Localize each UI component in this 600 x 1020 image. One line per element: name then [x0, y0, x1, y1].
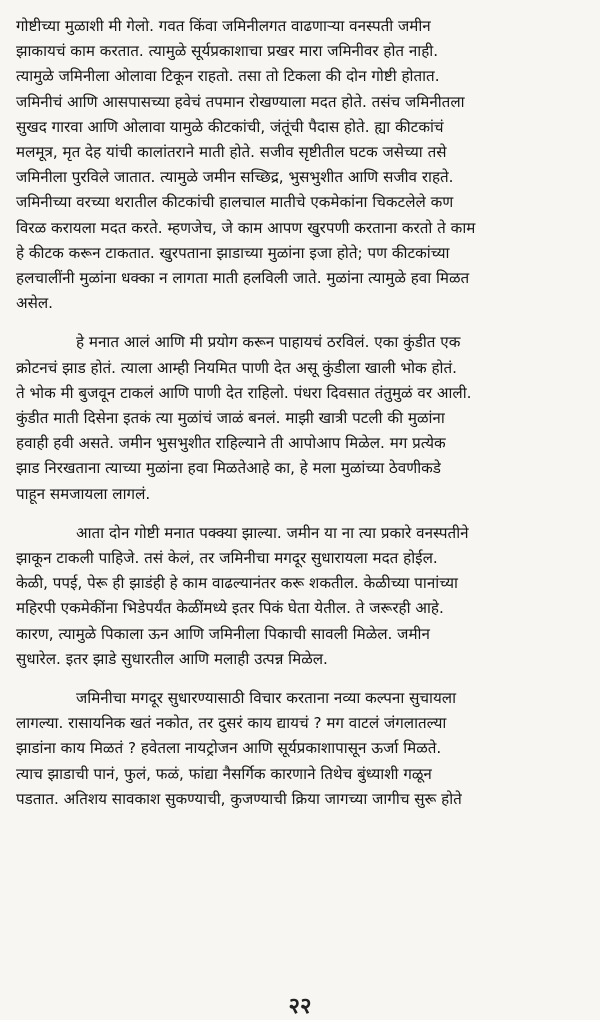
text-line: जमिनीचा मगदूर सुधारण्यासाठी विचार करताना नव्या कल्पना सुचायला [76, 689, 457, 708]
text-line: त्यामुळे जमिनीला ओलावा टिकून राहतो. तसा तो टिकला की दोन गोष्टी होतात. [16, 67, 440, 86]
text-line: जमिनीचं आणि आसपासच्या हवेचं तपमान रोखण्याला मदत होते. तसंच जमिनीतला [16, 92, 465, 111]
text-line: सुखद गारवा आणि ओलावा यामुळे कीटकांची, जंतूंची पैदास होते. ह्या कीटकांचं [16, 117, 444, 136]
text-line: हे कीटक करून टाकतात. खुरपताना झाडाच्या मुळांना इजा होते; पण कीटकांच्या [16, 243, 450, 262]
text-line: त्याच झाडाची पानं, फुलं, फळं, फांद्या नैसर्गिक कारणाने तिथेच बुंध्याशी गळून [16, 764, 432, 783]
text-line: जमिनीला पुरविले जातात. त्यामुळे जमीन सच्छिद्र, भुसभुशीत आणि सजीव राहते. [16, 168, 454, 187]
text-line: आता दोन गोष्टी मनात पक्क्या झाल्या. जमीन या ना त्या प्रकारे वनस्पतीने [76, 523, 469, 542]
paragraph-4 [16, 686, 584, 812]
text-line: केळी, पपई, पेरू ही झाडंही हे काम वाढल्यानंतर करू शकतील. केळीच्या पानांच्या [16, 574, 458, 593]
text-line: पाहून समजायला लागलं. [16, 484, 151, 503]
paragraph-1 [16, 14, 584, 316]
text-line: झाडांना काय मिळतं ? हवेतला नायट्रोजन आणि सूर्यप्रकाशापासून ऊर्जा मिळते. [16, 739, 442, 758]
text-line: असेल. [16, 294, 53, 313]
text-line: सुधारेल. इतर झाडे सुधारतील आणि मलाही उत्पन्न मिळेल. [16, 649, 328, 668]
text-line: गोष्टीच्या मुळाशी मी गेलो. गवत किंवा जमिनीलगत वाढणाऱ्या वनस्पती जमीन [16, 17, 431, 35]
text-line: झाकून टाकली पाहिजे. तसं केलं, तर जमिनीचा मगदूर सुधारायला मदत होईल. [16, 549, 438, 568]
paragraph-2 [16, 330, 584, 506]
text-line: हे मनात आलं आणि मी प्रयोग करून पाहायचं ठरविलं. एका कुंडीत एक [76, 333, 461, 352]
text-line: लागल्या. रासायनिक खतं नकोत, तर दुसरं काय द्यायचं ? मग वाटलं जंगलातल्या [16, 714, 447, 733]
text-line: हलचालींनी मुळांना धक्का न लागता माती हलविली जाते. मुळांना त्यामुळे हवा मिळत [16, 269, 470, 288]
text-line: कुंडीत माती दिसेना इतकं त्या मुळांचं जाळं बनलं. माझी खात्री पटली की मुळांना [16, 409, 445, 428]
text-line: जमिनीच्या वरच्या थरातील कीटकांची हालचाल मातीचे एकमेकांना चिकटलेले कण [16, 193, 454, 212]
text-line: झाकायचं काम करतात. त्यामुळे सूर्यप्रकाशाचा प्रखर मारा जमिनीवर होत नाही. [16, 42, 439, 61]
text-line: विरळ करायला मदत करते. म्हणजेच, जे काम आपण खुरपणी करताना करतो ते काम [16, 218, 476, 237]
text-line: पडतात. अतिशय सावकाश सुकण्याची, कुजण्याची क्रिया जागच्या जागीच सुरू होते [16, 789, 462, 808]
text-line: मलमूत्र, मृत देह यांची कालांतराने माती होते. सजीव सृष्टीतील घटक जसेच्या तसे [16, 143, 447, 162]
paragraph-3 [16, 521, 584, 672]
text-line: ते भोक मी बुजवून टाकलं आणि पाणी देत राहिलो. पंधरा दिवसात तंतुमुळं वर आली. [16, 383, 472, 402]
text-line: कारण, त्यामुळे पिकाला ऊन आणि जमिनीला पिकाची सावली मिळेल. जमीन [16, 624, 430, 643]
page-number: २२ [288, 994, 312, 1019]
text-line: हवाही हवी असते. जमीन भुसभुशीत राहिल्याने ती आपोआप मिळेल. मग प्रत्येक [16, 434, 446, 453]
text-line: महिरपी एकमेकींना भिडेपर्यंत केळींमध्ये इतर पिकं घेता येतील. ते जरूरही आहे. [16, 599, 444, 618]
text-line: क्रोटनचं झाड होतं. त्याला आम्ही नियमित पाणी देत असू कुंडीला खाली भोक होतं. [16, 358, 457, 377]
text-line: झाड निरखताना त्याच्या मुळांना हवा मिळतेआहे का, हे मला मुळांच्या ठेवणीकडे [16, 459, 441, 478]
